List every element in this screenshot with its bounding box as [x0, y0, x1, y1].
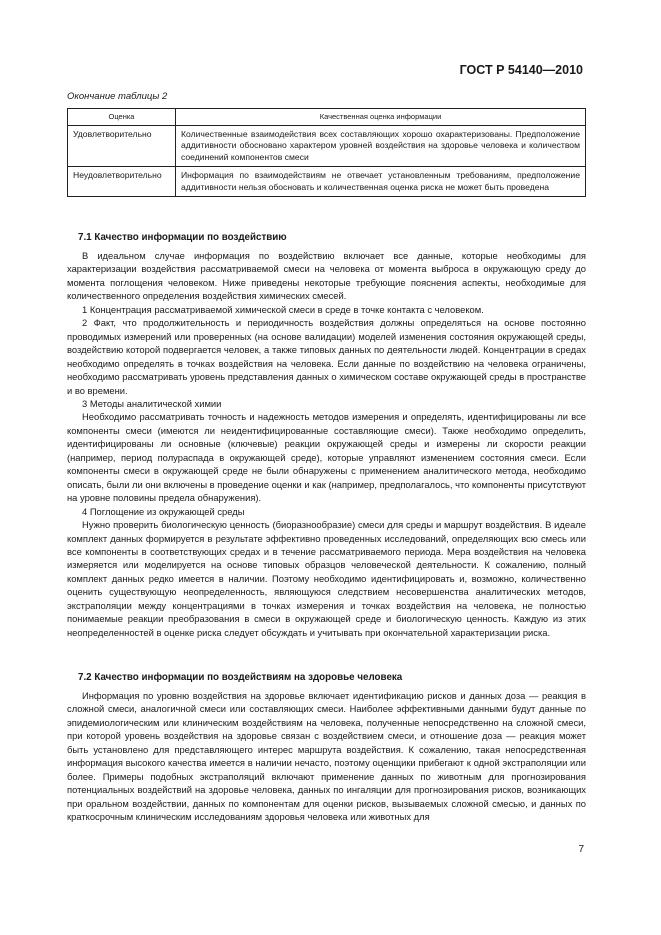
rating-cell: Неудовлетворительно — [68, 167, 176, 197]
column-header-description: Качественная оценка информации — [176, 109, 586, 126]
list-item: 1 Концентрация рассматриваемой химической смеси в среде в точке контакта с человеком. — [82, 303, 484, 315]
paragraph: В идеальном случае информация по воздействию включает все данные, которые необходимы для характеризации воздействия рассматриваемой смеси на человека от момента выброса в окружающую среду до момента поглощения человеком. Ниже приведены некоторые требующие пояснения аспекты, необходимые для количественного определения воздействия химических смесей. — [67, 250, 586, 302]
paragraph: Нужно проверить биологическую ценность (биоразнообразие) смеси для среды и маршрут воздействия. В идеале комплект данных формируется в результате эффективно проведенных исследований, определяющих всю смесь или все компоненты в соответствующих средах и в течение рассматриваемого периода. Мера воздействия на человека измеряется или моделируется на основе типовых образцов человеческой деятельности. К сожалению, полный комплект данных редко имеется в наличии. Поэтому необходимо идентифицировать и, возможно, количественно оценить существующую неопределенность, являющуюся следствием несовершенства аналитических методов, экстраполяции между концентрациями в точках измерения и точках воздействия на человека, не полностью понимаемые реакции преобразования в смеси в окружающей среде и биологическую ценность. Каждую из этих неопределенностей в оценке риска следует обсуждать и учитывать при окончательной характеризации риска. — [67, 519, 586, 638]
quality-table — [67, 108, 586, 197]
rating-cell: Удовлетворительно — [68, 125, 176, 167]
list-item: 2 Факт, что продолжительность и периодичность воздействия должны определяться на основе постоянно проводимых измерений или проверенных (на основе валидации) моделей изменения состояния окружающей среды, воздействию которой подвергается человек, а также типовых данных по деятельности людей. Концентрации в средах необходимо определять в точках воздействия на человека. Если данные по воздействию на человека ограничены, необходимо рассматривать уровень представления данных о химическом составе окружающей среды в пространстве и во времени. — [67, 317, 586, 396]
list-item: 3 Методы аналитической химии — [82, 397, 222, 409]
table-caption: Окончание таблицы 2 — [67, 91, 168, 102]
list-item: 4 Поглощение из окружающей среды — [82, 505, 245, 517]
section-7-2-title: 7.2 Качество информации по воздействиям на здоровье человека — [78, 672, 403, 683]
document-standard-number: ГОСТ Р 54140—2010 — [459, 63, 583, 77]
section-7-1-body — [67, 249, 586, 639]
table-row — [68, 125, 586, 167]
page-number: 7 — [578, 844, 584, 855]
description-cell: Количественные взаимодействия всех составляющих хорошо охарактеризованы. Предположение аддитивности обосновано характером уровней воздействия на здоровье человека и количеством соединений компонентов смеси — [176, 125, 586, 167]
description-cell: Информация по взаимодействиям не отвечает установленным требованиям, предположение аддитивности нельзя обосновать и количественная оценка риска не может быть проведена — [176, 167, 586, 197]
section-7-1-title: 7.1 Качество информации по воздействию — [78, 232, 287, 243]
paragraph: Информация по уровню воздействия на здоровье включает идентификацию рисков и данных доза — реакция в сложной смеси, аналогичной смеси или составляющих смеси. Наиболее эффективными данными будут данные по эпидемиологическим или клиническим воздействиям на человека, полученные непосредственно на сложной смеси, при которой уровень воздействия на здоровье связан с воздействием смеси, и отношение доза — реакция может быть установлено для представляющего интерес маршрута воздействия. К сожалению, такая непосредственная информация высокого качества имеется в наличии нечасто, поэтому оценщики прибегают к одной экстраполяции или более. Примеры подобных экстраполяций включают применение данных по животным для прогнозирования потенциальных воздействий на здоровье человека, данных по ингаляции для прогнозирования рисков, возникающих при оральном воздействии, данных по компонентам для оценки рисков, вызываемых сложной смесью, и данных по краткосрочным клиническим исследованиям здоровья человека или животных для — [67, 690, 586, 823]
column-header-rating: Оценка — [68, 109, 176, 126]
section-7-2-body — [67, 689, 586, 824]
table-row — [68, 167, 586, 197]
table-header-row — [68, 109, 586, 126]
paragraph: Необходимо рассматривать точность и надежность методов измерения и определять, идентифицированы ли все компоненты смеси (имеются ли неидентифицированные составляющие смеси). Также необходимо определить, идентифицированы ли основные (ключевые) реакции окружающей среды и измерены ли скорости реакции (например, период полураспада в окружающей среде), которые управляют изменением состояния смеси. Если компоненты смеси в окружающей среде не были обнаружены с применением аналитического метода, необходимо описать, были ли они включены в проведение оценки и как (например, предполагалось, что компоненты присутствуют на уровне половины предела обнаружения). — [67, 411, 587, 504]
